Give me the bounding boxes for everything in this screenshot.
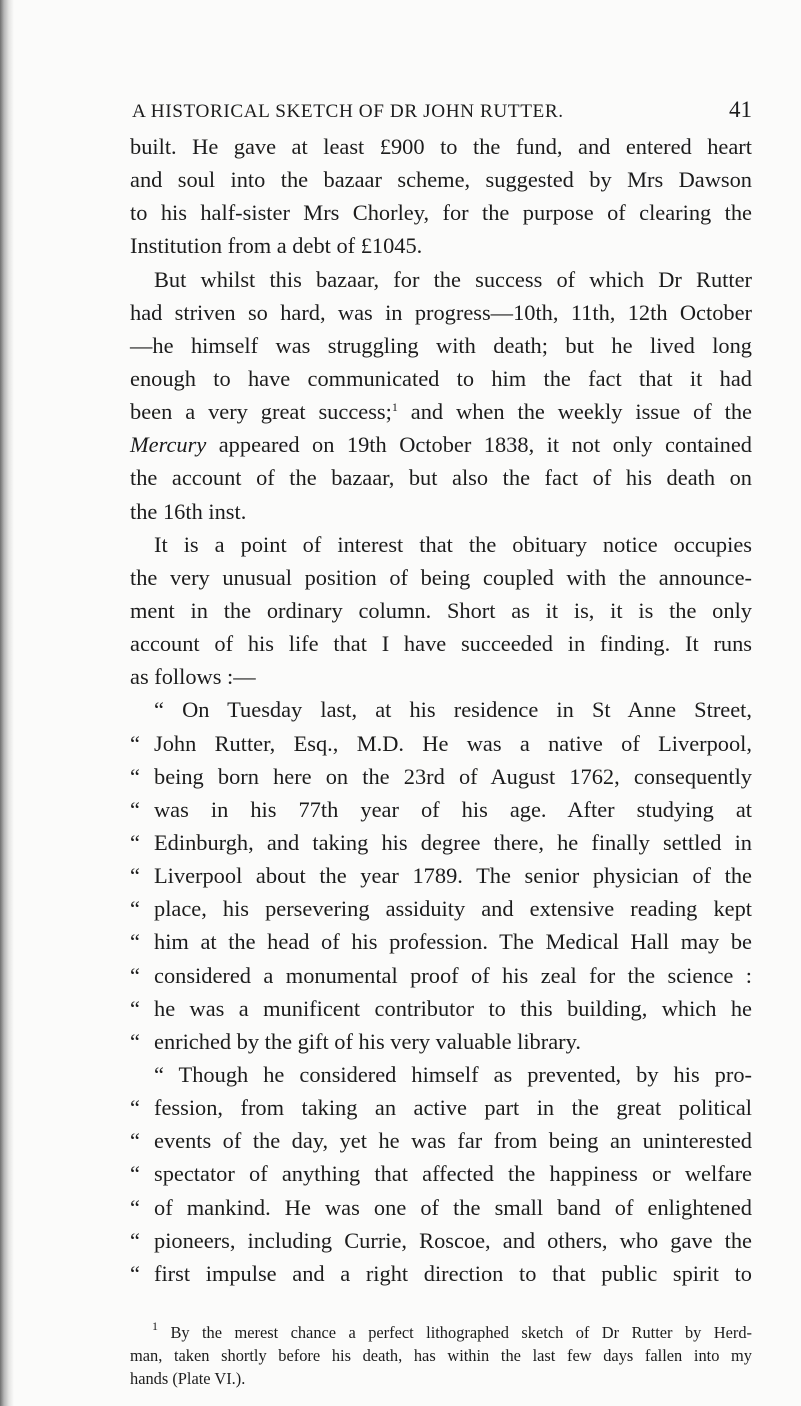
text-line	[130, 495, 752, 528]
running-title: A HISTORICAL SKETCH OF DR JOHN RUTTER.	[132, 101, 564, 122]
footnote-line	[130, 1344, 752, 1367]
line-text: John Rutter, Esq., M.D. He was a native of Liverpool,	[154, 730, 752, 756]
italic-title: Mercury	[130, 432, 207, 458]
quote-mark: “	[130, 1128, 140, 1154]
text-line	[130, 461, 752, 494]
footnote-block	[130, 1321, 752, 1390]
quote-mark: “	[130, 796, 140, 822]
line-text: “ Though he considered himself as prevented, by his pro-	[154, 1061, 752, 1087]
line-text: he was a munificent contributor to this building, which he	[154, 995, 752, 1021]
text-line	[130, 959, 752, 992]
line-text: and soul into the bazaar scheme, suggested by Mrs Dawson	[130, 167, 752, 193]
line-text: place, his persevering assiduity and extensive reading kept	[154, 896, 752, 922]
line-text: enriched by the gift of his very valuable library.	[154, 1028, 581, 1054]
footnote-marker: 1	[152, 1319, 158, 1333]
line-text: —he himself was struggling with death; but he lived long	[130, 332, 752, 358]
quote-mark: “	[130, 962, 140, 988]
binding-gutter-shadow	[0, 0, 14, 1406]
line-text: first impulse and a right direction to that public spirit to	[154, 1260, 752, 1286]
text-line	[130, 693, 752, 726]
text-line	[130, 428, 752, 461]
text-line	[130, 196, 752, 229]
text-line	[130, 130, 752, 163]
text-line	[130, 528, 752, 561]
text-line	[130, 1091, 752, 1124]
line-text: of mankind. He was one of the small band of enlightened	[154, 1194, 752, 1220]
line-text: built. He gave at least £900 to the fund, and entered heart	[130, 134, 752, 159]
text-line	[130, 561, 752, 594]
line-text: being born here on the 23rd of August 1762, consequently	[154, 763, 752, 789]
text-line	[130, 992, 752, 1025]
line-text-continued: appeared on 19th October 1838, it not only contained	[206, 432, 752, 458]
footnote-text: man, taken shortly before his death, has within the last few days fallen into my	[130, 1346, 752, 1365]
text-line	[130, 163, 752, 196]
line-text: the 16th inst.	[130, 498, 247, 524]
footnote-line	[130, 1367, 752, 1390]
text-line	[130, 925, 752, 958]
text-line	[130, 296, 752, 329]
line-text: spectator of anything that affected the happiness or welfare	[154, 1161, 752, 1187]
line-text: account of his life that I have succeeded in finding. It runs	[130, 631, 752, 657]
footnote-text: By the merest chance a perfect lithographed sketch of Dr Rutter by Herd-	[170, 1323, 752, 1342]
quote-mark: “	[130, 829, 140, 855]
text-line	[130, 660, 752, 693]
line-text: the very unusual position of being coupled with the announce-	[130, 564, 752, 590]
line-text: ment in the ordinary column. Short as it is, it is the only	[130, 597, 752, 623]
line-text: events of the day, yet he was far from being an uninterested	[154, 1128, 752, 1154]
line-text: Liverpool about the year 1789. The senior physician of the	[154, 863, 752, 889]
quote-mark: “	[130, 896, 140, 922]
quote-mark: “	[130, 763, 140, 789]
text-line	[130, 329, 752, 362]
text-line	[130, 594, 752, 627]
line-text: But whilst this bazaar, for the success of which Dr Rutter	[154, 266, 752, 292]
text-line	[130, 395, 752, 428]
text-line	[130, 793, 752, 826]
text-line	[130, 1224, 752, 1257]
text-line	[130, 263, 752, 296]
line-text: pioneers, including Currie, Roscoe, and others, who gave the	[154, 1227, 752, 1253]
text-line	[130, 1257, 752, 1290]
quote-mark: “	[130, 1227, 140, 1253]
text-line	[130, 1191, 752, 1224]
footnote-line	[130, 1321, 752, 1344]
quote-mark: “	[130, 1028, 140, 1054]
line-text: It is a point of interest that the obituary notice occupies	[154, 531, 752, 557]
quote-mark: “	[130, 1194, 140, 1220]
footnote-text: hands (Plate VI.).	[130, 1369, 246, 1388]
text-line	[130, 1157, 752, 1190]
line-text: fession, from taking an active part in the great political	[154, 1095, 752, 1121]
line-text: Institution from a debt of £1045.	[130, 233, 423, 259]
line-text: the account of the bazaar, but also the fact of his death on	[130, 465, 752, 491]
text-line	[130, 892, 752, 925]
text-line	[130, 362, 752, 395]
line-text: been a very great success;	[130, 399, 392, 425]
quote-mark: “	[130, 1161, 140, 1187]
line-text: had striven so hard, was in progress—10th, 11th, 12th October	[130, 299, 752, 325]
line-text: was in his 77th year of his age. After studying at	[154, 796, 752, 822]
body-text	[130, 130, 752, 1290]
quote-mark: “	[130, 929, 140, 955]
line-text: “ On Tuesday last, at his residence in St Anne Street,	[154, 697, 752, 723]
text-line	[130, 627, 752, 660]
text-line	[130, 826, 752, 859]
line-text: considered a monumental proof of his zeal for the science :	[154, 962, 752, 988]
text-line	[130, 727, 752, 760]
page-number: 41	[729, 97, 752, 122]
line-text: as follows :—	[130, 664, 256, 690]
text-line	[130, 760, 752, 793]
line-text: him at the head of his profession. The Medical Hall may be	[154, 929, 752, 955]
quote-mark: “	[130, 1260, 140, 1286]
line-text: enough to have communicated to him the fact that it had	[130, 365, 752, 391]
quote-mark: “	[130, 1095, 140, 1121]
text-line	[130, 229, 752, 262]
quote-mark: “	[130, 863, 140, 889]
quote-mark: “	[130, 995, 140, 1021]
text-line	[130, 1058, 752, 1091]
text-line	[130, 1025, 752, 1058]
running-head	[132, 95, 752, 125]
line-text: to his half-sister Mrs Chorley, for the purpose of clearing the	[130, 200, 752, 226]
line-text-continued: and when the weekly issue of the	[397, 399, 752, 425]
text-line	[130, 1124, 752, 1157]
footnote-reference: 1	[391, 400, 398, 415]
quote-mark: “	[130, 730, 140, 756]
text-line	[130, 859, 752, 892]
line-text: Edinburgh, and taking his degree there, he finally settled in	[154, 829, 752, 855]
